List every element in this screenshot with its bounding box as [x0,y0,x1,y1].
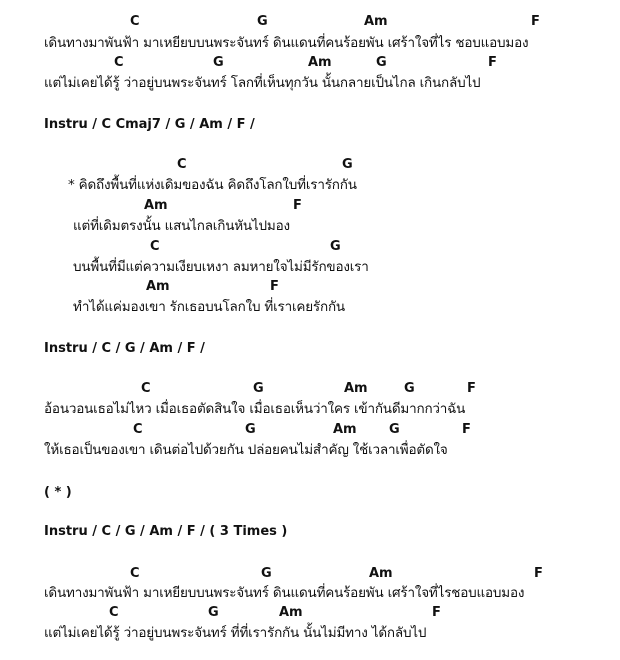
chord: Am [364,14,388,29]
chord: C [130,566,140,581]
chord: F [293,198,302,213]
chord: F [488,55,497,70]
chord: C [130,14,140,29]
chord: Am [144,198,168,213]
chord: C [177,157,187,172]
verse2-line2-lyric: ให้เธอเป็นของเขา เดินต่อไปด้วยกัน ปล่อยคนไม่สำคัญ ใช้เวลาเพื่อตัดใจ [44,442,448,458]
chorus-line1-lyric: * คิดถึงพื้นที่แห่งเดิมของฉัน คิดถึงโลกใบที่เรารักกัน [68,177,357,193]
chord: G [245,422,256,437]
verse1-line2-chords [0,55,620,71]
verse2-line2-chords [0,422,620,438]
chord: Am [146,279,170,294]
verse3-line1-chords [0,566,620,582]
verse2-line1-lyric: อ้อนวอนเธอไม่ไหว เมื่อเธอตัดสินใจ เมื่อเธอเห็นว่าใคร เข้ากันดีมากกว่าฉัน [44,401,466,417]
verse3-line1-lyric: เดินทางมาพันฟ้า มาเหยียบบนพระจันทร์ ดินแดนที่คนร้อยพัน เศร้าใจที่ไรชอบแอบมอง [44,585,525,601]
verse3-line2-lyric: แต่ไม่เคยได้รู้ ว่าอยู่บนพระจันทร์ ที่ที่เรารักกัน นั้นไม่มีทาง ได้กลับไป [44,625,427,641]
chord: C [150,239,160,254]
chord: F [432,605,441,620]
chord: G [257,14,268,29]
chorus-line4-lyric: ทำได้แค่มองเขา รักเธอบนโลกใบ ที่เราเคยรักกัน [73,299,345,315]
verse1-line1-lyric: เดินทางมาพันฟ้า มาเหยียบบนพระจันทร์ ดินแดนที่คนร้อยพัน เศร้าใจที่ไร ชอบแอบมอง [44,35,529,51]
chord: F [462,422,471,437]
chord: G [330,239,341,254]
chord: G [404,381,415,396]
chorus-line1-chords [0,157,620,173]
chord: Am [344,381,368,396]
chorus-line3-lyric: บนพื้นที่มีแต่ความเงียบเหงา ลมหายใจไม่มีรักของเรา [73,259,369,275]
verse3-line2-chords [0,605,620,621]
chord: C [114,55,124,70]
chord: C [109,605,119,620]
chord: Am [369,566,393,581]
chorus-line2-lyric: แต่ที่เดิมตรงนั้น แสนไกลเกินหันไปมอง [73,218,290,234]
instrumental-line: Instru / C Cmaj7 / G / Am / F / [44,117,255,132]
chorus-line3-chords [0,239,620,255]
verse1-line1-chords [0,14,620,30]
instrumental-line: Instru / C / G / Am / F / ( 3 Times ) [44,524,288,539]
chord: F [531,14,540,29]
chord: G [376,55,387,70]
chord: Am [308,55,332,70]
chord: G [389,422,400,437]
chord: Am [279,605,303,620]
chord: G [261,566,272,581]
chord: G [342,157,353,172]
chorus-repeat-marker: ( * ) [44,485,72,500]
chord: F [534,566,543,581]
chorus-line2-chords [0,198,620,214]
chorus-line4-chords [0,279,620,295]
verse2-line1-chords [0,381,620,397]
chord: F [270,279,279,294]
verse1-line2-lyric: แต่ไม่เคยได้รู้ ว่าอยู่บนพระจันทร์ โลกที่เห็นทุกวัน นั้นกลายเป็นไกล เกินกลับไป [44,75,481,91]
instrumental-line: Instru / C / G / Am / F / [44,341,205,356]
chord: Am [333,422,357,437]
chord: G [208,605,219,620]
chord: G [213,55,224,70]
chord: C [141,381,151,396]
chord: F [467,381,476,396]
chord: G [253,381,264,396]
chord: C [133,422,143,437]
